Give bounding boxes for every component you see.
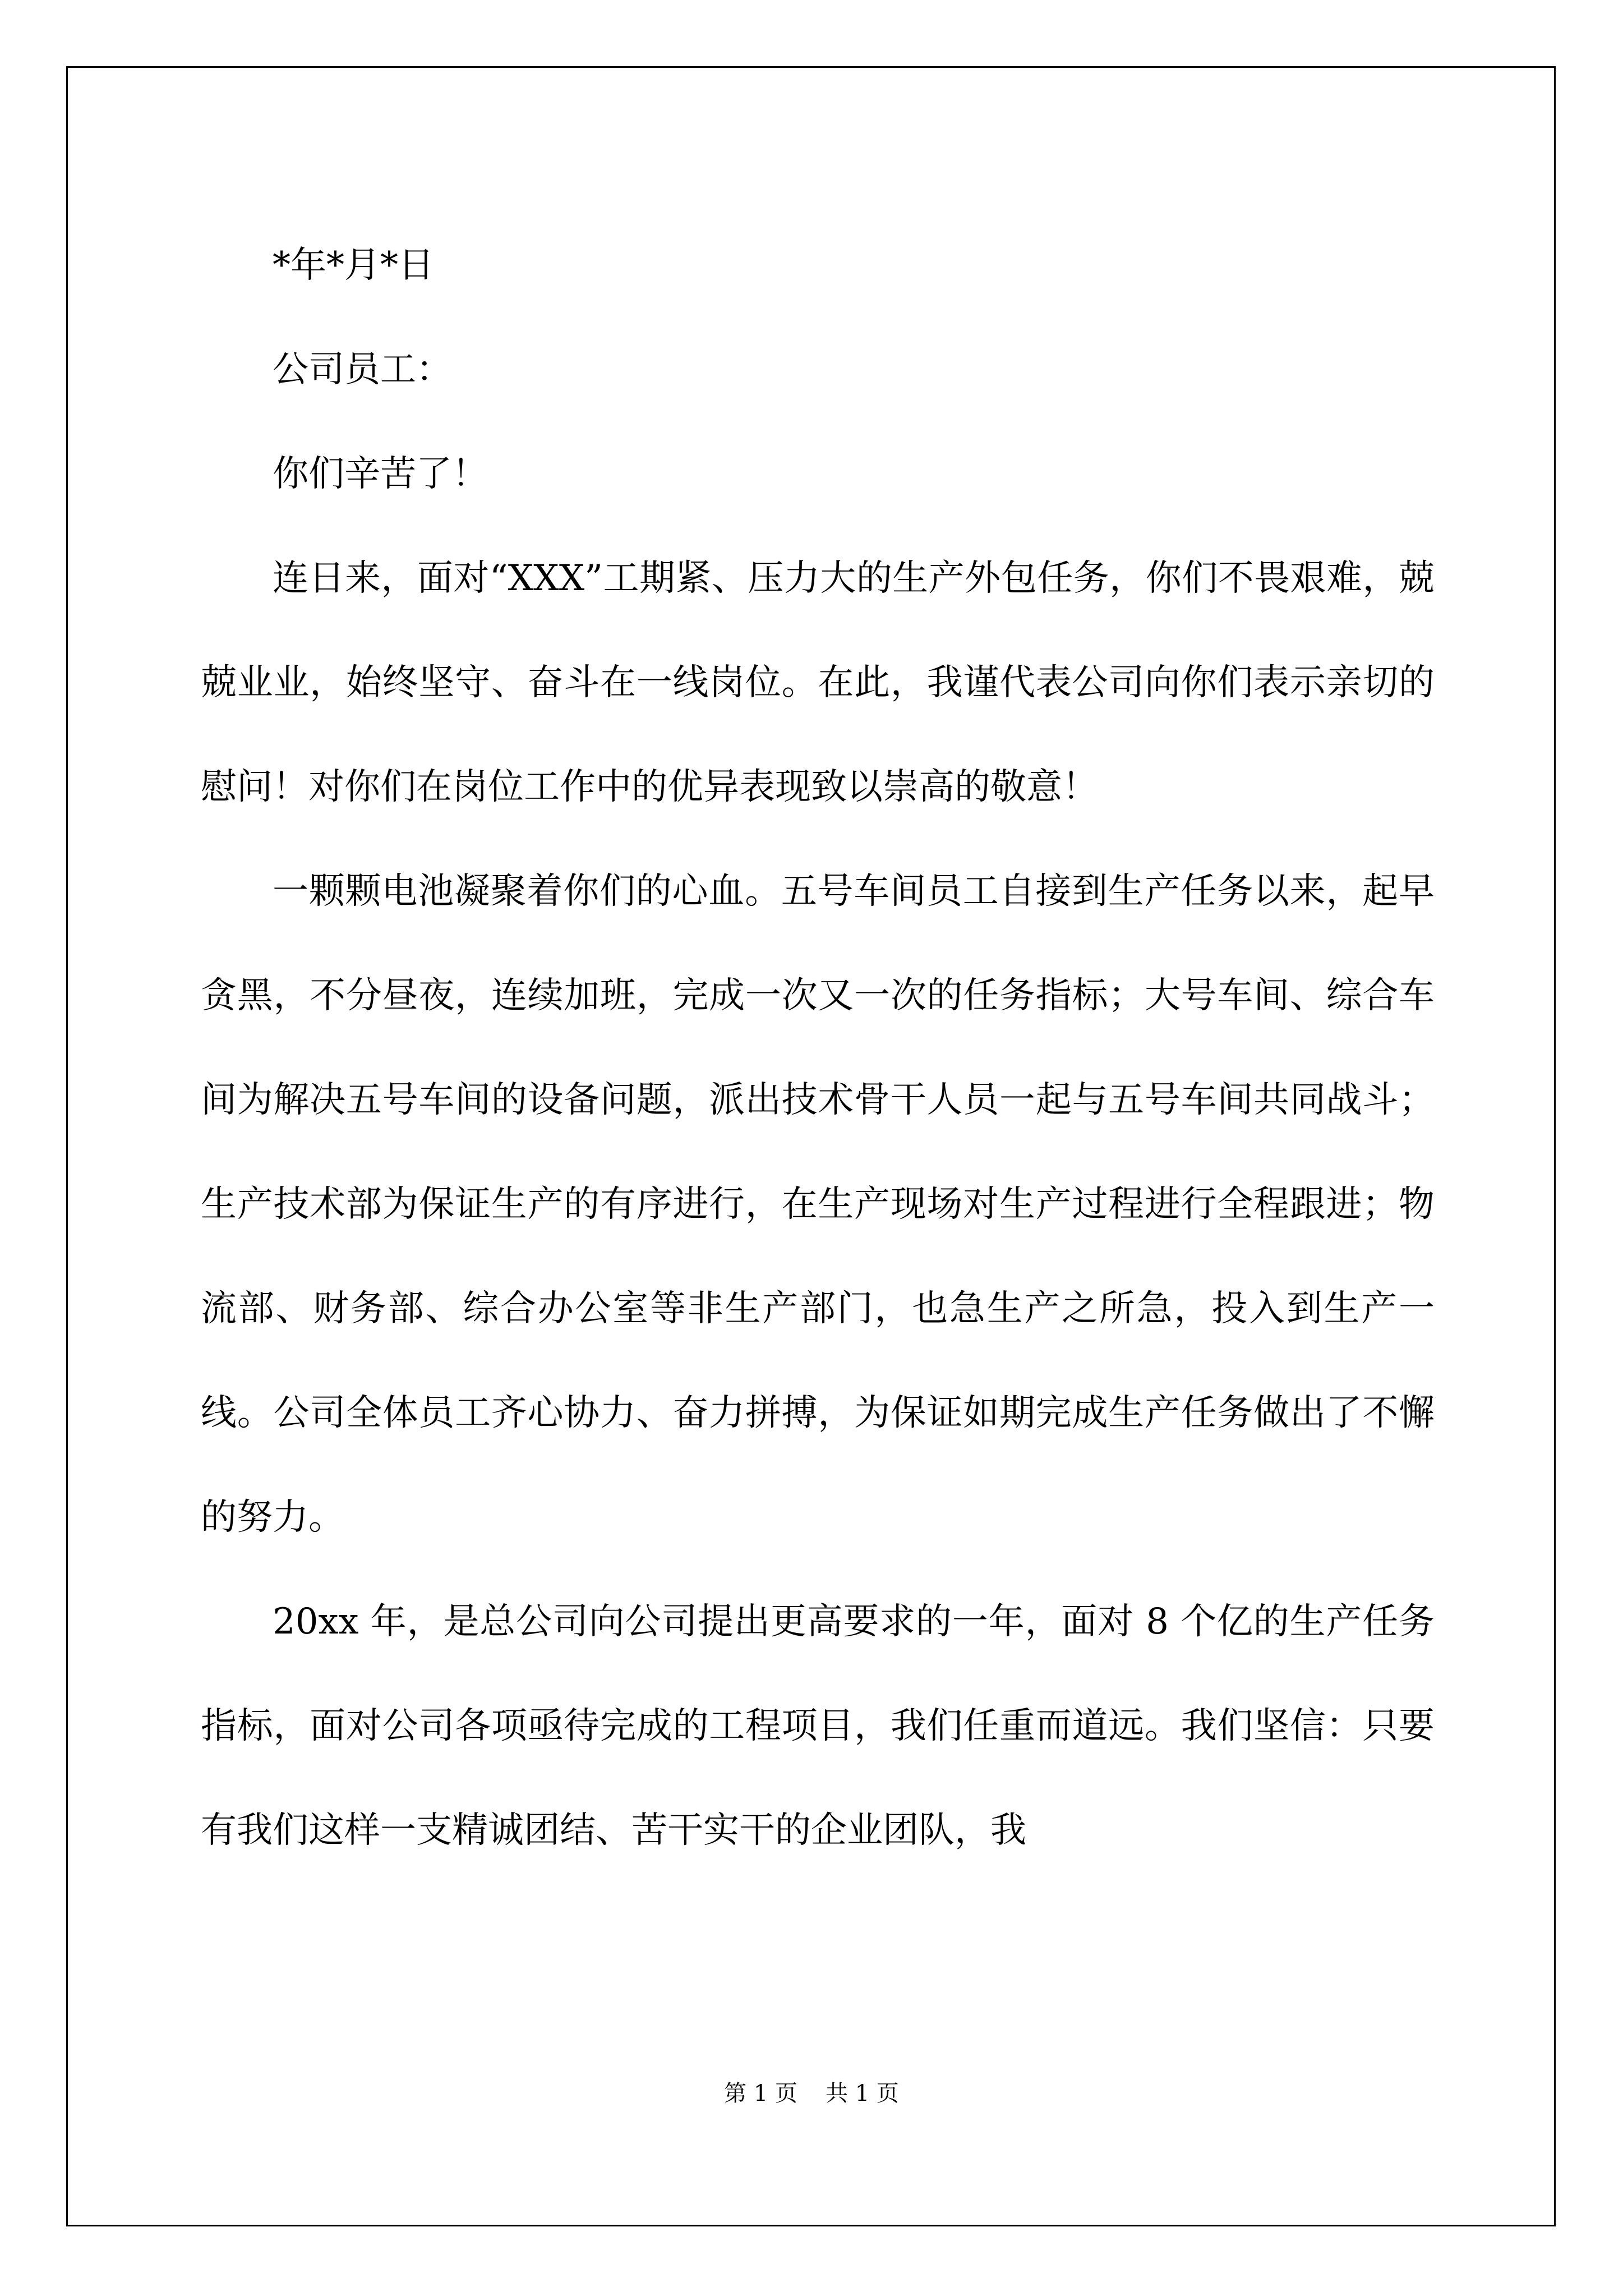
paragraph-3: 20xx 年，是总公司向公司提出更高要求的一年，面对 8 个亿的生产任务指标，面对公司各项亟待完成的工程项目，我们任重而道远。我们坚信：只要有我们这样一支精诚团结、苦干实干的企业团队，我 [201, 1601, 1435, 1851]
page-total: 共 1 页 [826, 2081, 899, 2106]
page-number: 第 1 页 [724, 2081, 797, 2106]
paragraph-2: 一颗颗电池凝聚着你们的心血。五号车间员工自接到生产任务以来，起早贪黑，不分昼夜，连续加班，完成一次又一次的任务指标；大号车间、综合车间为解决五号车间的设备问题，派出技术骨干人员一起与五号车间共同战斗；生产技术部为保证生产的有序进行，在生产现场对生产过程进行全程跟进；物流部、财务部、综合办公室等非生产部门，也急生产之所急，投入到生产一线。公司全体员工齐心协力、奋力拼搏，为保证如期完成生产任务做出了不懈的努力。 [201, 871, 1435, 1538]
letter-date: *年*月*日 [273, 245, 434, 286]
letter-body [201, 213, 1435, 1883]
letter-greeting: 你们辛苦了！ [273, 453, 488, 495]
paragraph-1: 连日来，面对“XXX”工期紧、压力大的生产外包任务，你们不畏艰难，兢兢业业，始终坚守、奋斗在一线岗位。在此，我谨代表公司向你们表示亲切的慰问！对你们在岗位工作中的优异表现致以崇高的敬意！ [201, 558, 1435, 808]
page-footer [0, 2076, 1623, 2108]
letter-salutation: 公司员工： [273, 349, 452, 390]
